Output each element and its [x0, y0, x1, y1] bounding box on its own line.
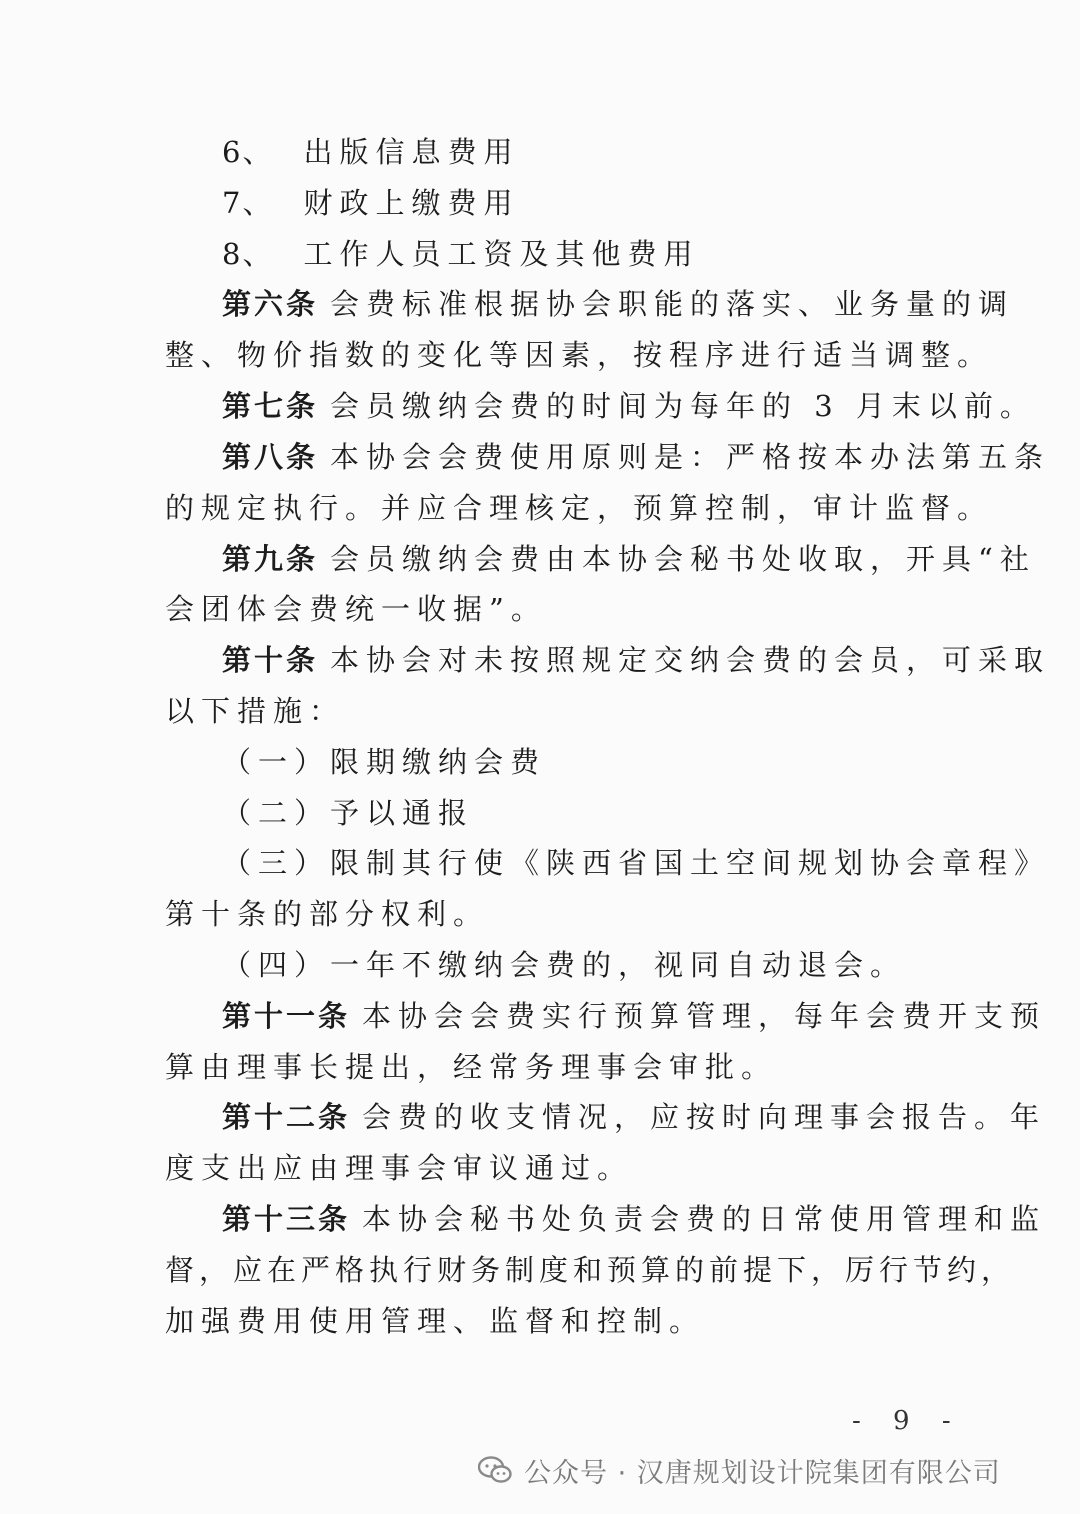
article-9-line-1 [222, 539, 1036, 579]
measure-3: （三）限制其行使《陕西省国土空间规划协会章程》 [222, 846, 1051, 880]
watermark [478, 1448, 1001, 1492]
list-item-6 [222, 132, 519, 172]
article-11-label: 第十一条 [222, 999, 351, 1033]
article-13-label: 第十三条 [222, 1202, 351, 1236]
article-13-line-3: 加强费用使用管理、监督和控制。 [165, 1304, 706, 1338]
wechat-icon [478, 1456, 512, 1484]
article-6-line-1 [222, 284, 1014, 324]
article-10-line-1 [222, 640, 1050, 680]
article-12-line-2: 度支出应由理事会审议通过。 [165, 1151, 634, 1185]
article-13-line-2: 督，应在严格执行财务制度和预算的前提下，厉行节约， [165, 1253, 1016, 1287]
article-9-text: 会员缴纳会费由本协会秘书处收取，开具“社 [330, 542, 1036, 576]
measure-2: （二）予以通报 [222, 796, 475, 830]
watermark-text: 公众号 · 汉唐规划设计院集团有限公司 [524, 1457, 1001, 1489]
list-item-7 [222, 183, 519, 223]
article-6-text: 会费标准根据协会职能的落实、业务量的调 [330, 287, 1015, 321]
measure-3-continued: 第十条的部分权利。 [165, 897, 490, 931]
page-number: - 9 - [852, 1406, 963, 1436]
article-12-line-1 [222, 1097, 1046, 1137]
list-item-text: 出版信息费用 [303, 135, 520, 169]
list-item-text: 财政上缴费用 [303, 186, 520, 220]
article-11-line-2: 算由理事长提出，经常务理事会审批。 [165, 1050, 778, 1084]
article-8-line-2: 的规定执行。并应合理核定，预算控制，审计监督。 [165, 491, 994, 525]
article-7-line-1 [222, 386, 1036, 426]
article-6-label: 第六条 [222, 287, 319, 321]
article-13-text: 本协会秘书处负责会费的日常使用管理和监 [362, 1202, 1047, 1236]
article-8-label: 第八条 [222, 440, 319, 474]
measure-4: （四）一年不缴纳会费的，视同自动退会。 [222, 948, 907, 982]
article-9-label: 第九条 [222, 542, 319, 576]
article-12-label: 第十二条 [222, 1100, 351, 1134]
article-10-label: 第十条 [222, 643, 319, 677]
article-7-label: 第七条 [222, 389, 319, 423]
list-item-number: 7、 [222, 186, 274, 220]
article-11-text: 本协会会费实行预算管理，每年会费开支预 [362, 999, 1047, 1033]
list-item-number: 6、 [222, 135, 274, 169]
list-item-8 [222, 234, 699, 274]
article-10-text: 本协会对未按照规定交纳会费的会员，可采取 [330, 643, 1051, 677]
article-11-line-1 [222, 996, 1046, 1036]
article-9-line-2: 会团体会费统一收据”。 [165, 592, 547, 626]
article-10-line-2: 以下措施： [165, 694, 346, 728]
article-7-text: 会员缴纳会费的时间为每年的 3 月末以前。 [330, 389, 1036, 423]
article-6-line-2: 整、物价指数的变化等因素，按程序进行适当调整。 [165, 338, 994, 372]
article-12-text: 会费的收支情况，应按时向理事会报告。年 [362, 1100, 1047, 1134]
article-8-text: 本协会会费使用原则是：严格按本办法第五条 [330, 440, 1051, 474]
article-8-line-1 [222, 437, 1050, 477]
list-item-number: 8、 [222, 237, 274, 271]
list-item-text: 工作人员工资及其他费用 [303, 237, 700, 271]
article-13-line-1 [222, 1199, 1046, 1239]
measure-1: （一）限期缴纳会费 [222, 745, 547, 779]
